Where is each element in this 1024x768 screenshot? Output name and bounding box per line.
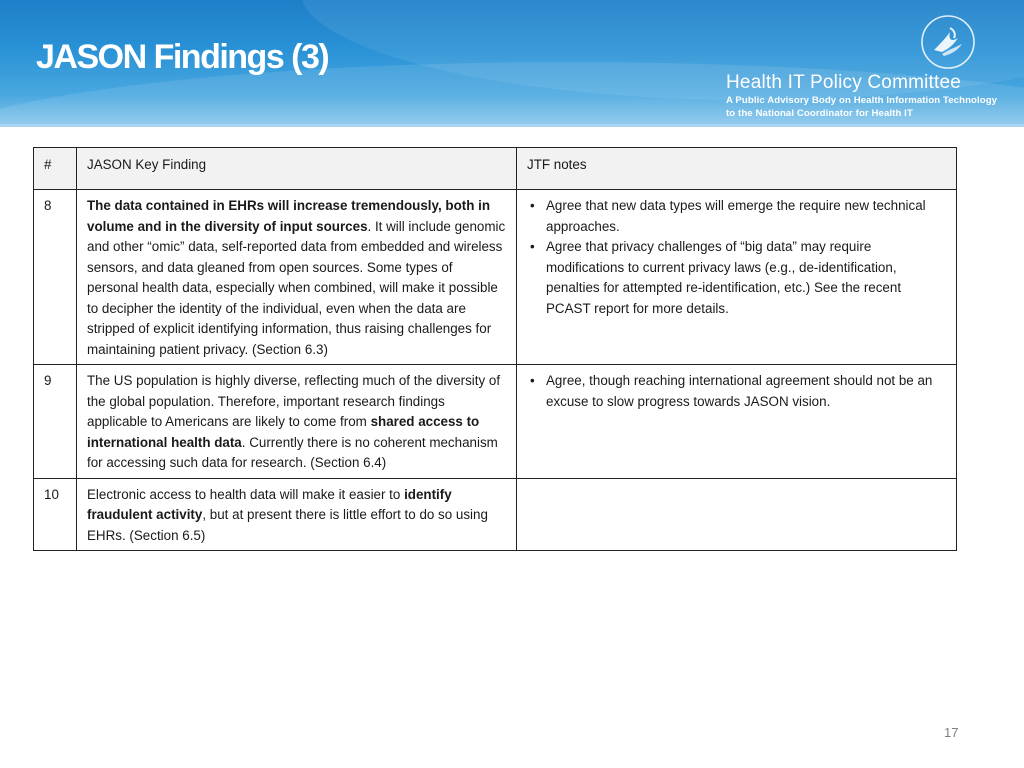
- notes-list: [527, 196, 946, 319]
- page-number: 17: [944, 725, 959, 740]
- row-notes: [517, 478, 957, 551]
- notes-list: [527, 371, 946, 412]
- note-item: • Agree that new data types will emerge the require new technical approaches.: [527, 196, 946, 237]
- finding-text: . It will include genomic and other “omic” data, self-reported data from embedded and wireless sensors, and data gleaned from open sources. Some types of personal health data, especially when combined, will make it possible to decipher the identity of the individual, even when the data are stripped of explicit identifying information, thus raising challenges for maintaining patient privacy. (Section 6.3): [87, 218, 506, 357]
- org-name: Health IT Policy Committee: [726, 72, 962, 93]
- finding-text: Electronic access to health data will make it easier to: [87, 486, 405, 502]
- findings-table: [33, 147, 957, 551]
- org-subtitle-line2: to the National Coordinator for Health IT: [726, 108, 913, 119]
- row-finding: [77, 365, 517, 479]
- header-divider: [0, 124, 1024, 127]
- finding-text: , but at present there is little effort to do so using EHRs. (Section 6.5): [87, 507, 488, 543]
- slide-title: JASON Findings (3): [36, 38, 329, 76]
- row-num: 9: [34, 365, 77, 479]
- row-num: 8: [34, 190, 77, 365]
- table-row: [34, 478, 957, 551]
- note-item: • Agree that privacy challenges of “big data” may require modifications to current privacy laws (e.g., de-identification, penalties for attempted re-identification, etc.) See the recent PCAST report for more details.: [527, 237, 946, 319]
- table-header-row: [34, 148, 957, 190]
- hhs-eagle-icon: [920, 14, 976, 70]
- table-row: [34, 365, 957, 479]
- finding-text: . Currently there is no coherent mechanism for accessing such data for research. (Section 6.4): [87, 434, 498, 470]
- row-finding: [77, 190, 517, 365]
- slide-header: [0, 0, 1024, 127]
- finding-bold-text: shared access to international health data: [87, 414, 480, 450]
- header-notes: JTF notes: [517, 148, 957, 190]
- finding-bold-text: identify fraudulent activity: [87, 486, 452, 522]
- header-num: #: [34, 148, 77, 190]
- row-notes: [517, 365, 957, 479]
- note-item: • Agree, though reaching international agreement should not be an excuse to slow progress towards JASON vision.: [527, 371, 946, 412]
- finding-bold-text: The data contained in EHRs will increase tremendously, both in volume and in the diversity of input sources: [87, 198, 491, 234]
- table-row: [34, 190, 957, 365]
- finding-text: The US population is highly diverse, reflecting much of the diversity of the global population. Therefore, important research findings applicable to Americans are likely to come from: [87, 373, 501, 429]
- row-num: 10: [34, 478, 77, 551]
- row-notes: [517, 190, 957, 365]
- row-finding: [77, 478, 517, 551]
- header-finding: JASON Key Finding: [77, 148, 517, 190]
- org-subtitle-line1: A Public Advisory Body on Health Information Technology: [726, 95, 998, 106]
